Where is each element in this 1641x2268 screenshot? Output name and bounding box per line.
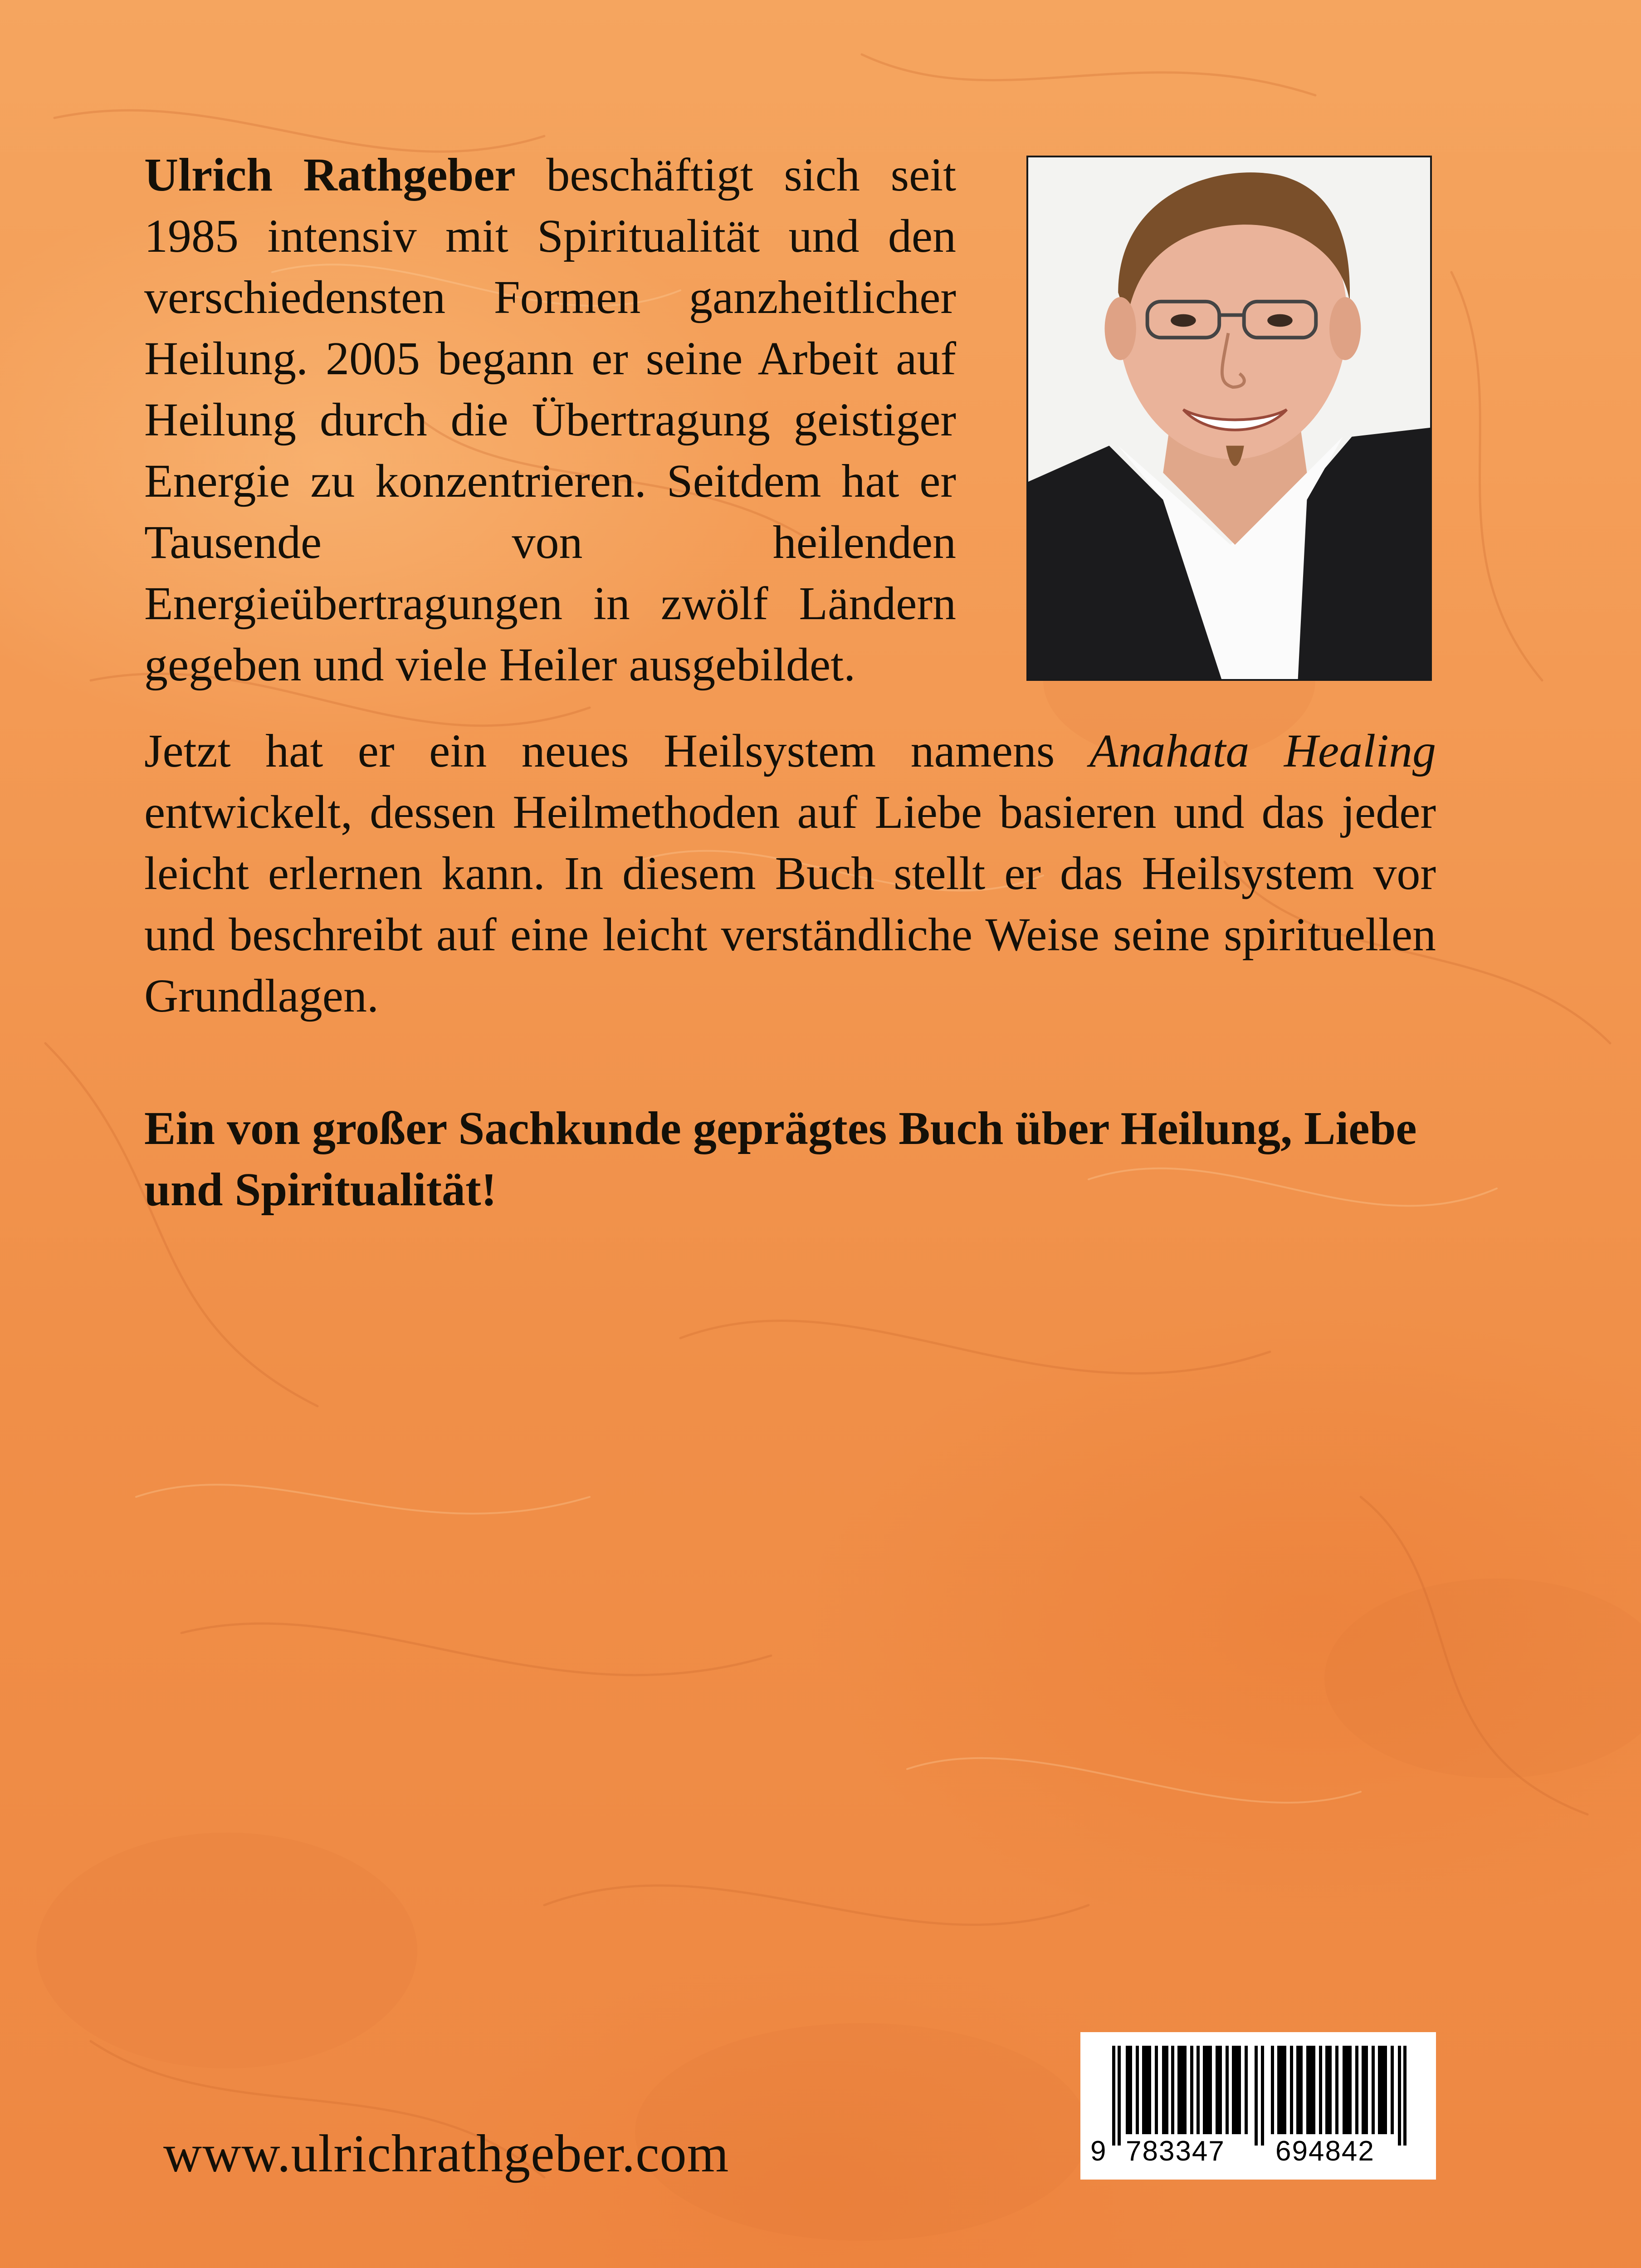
website-url: www.ulrichrathgeber.com xyxy=(163,2124,729,2183)
system-name: Anahata Healing xyxy=(1089,725,1436,777)
description-text-after: entwickelt, dessen Heilmethoden auf Liebe basieren und das jeder leicht erlernen kann. In diesem Buch stellt er das Heilsystem vor und beschreibt auf eine leicht verständliche Weise seine spirituellen Grundlagen. xyxy=(144,786,1436,1022)
author-photo xyxy=(1026,156,1432,681)
book-description xyxy=(144,720,1436,1026)
isbn-barcode xyxy=(1080,2032,1436,2180)
barcode-left-digits: 783347 xyxy=(1126,2136,1225,2167)
bio-text: beschäftigt sich seit 1985 intensiv mit Spiritualität und den verschiedensten Formen ganzheitlicher Heilung. 2005 begann er seine Arbeit auf Heilung durch die Übertragung geistiger Energie zu konzentrieren. Seitdem hat er Tausende von heilenden Energieübertragungen in zwölf Ländern gegeben und viele Heiler ausgebildet. xyxy=(144,149,957,691)
author-bio xyxy=(144,144,956,695)
barcode-right-digits: 694842 xyxy=(1275,2136,1375,2167)
author-name: Ulrich Rathgeber xyxy=(144,149,516,201)
barcode-lead-digit: 9 xyxy=(1090,2136,1107,2167)
description-text-before: Jetzt hat er ein neues Heilsystem namens xyxy=(144,725,1089,777)
tagline: Ein von großer Sachkunde geprägtes Buch über Heilung, Liebe und Spiritualität! xyxy=(144,1102,1417,1216)
